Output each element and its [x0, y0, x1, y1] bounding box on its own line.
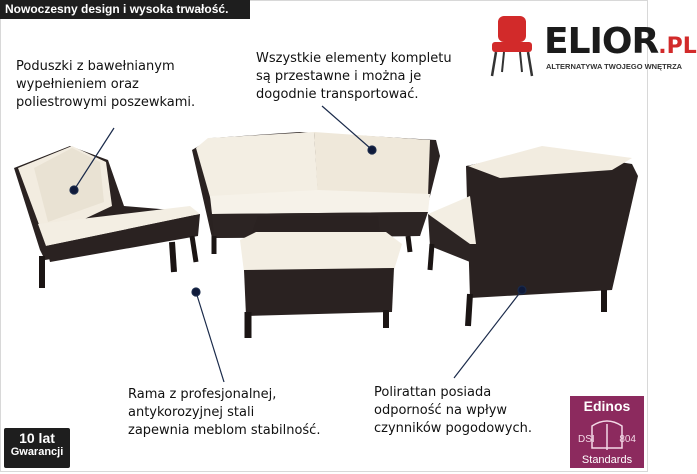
- callout-frame: Rama z profesjonalnej, antykorozyjnej stali zapewnia meblom stabilność.: [128, 387, 321, 438]
- callout-dot-icon: [70, 186, 78, 194]
- edinos-dsi: DSI: [578, 434, 595, 445]
- callout-rattan: Polirattan posiada odporność na wpływ czynników pogodowych.: [374, 385, 532, 436]
- left-sofa-module: [14, 146, 200, 288]
- guarantee-years: 10 lat: [19, 430, 55, 446]
- logo-brand: ELIOR.PL: [544, 21, 697, 62]
- edinos-badge: [570, 396, 644, 468]
- right-sofa-module: [428, 146, 638, 326]
- edinos-standards: Standards: [581, 454, 633, 466]
- callout-dot-icon: [368, 146, 376, 154]
- edinos-number: 804: [619, 434, 636, 445]
- callout-dot-icon: [518, 286, 526, 294]
- callout-dot-icon: [192, 288, 200, 296]
- guarantee-label: Gwarancji: [10, 446, 64, 458]
- edinos-name: Edinos: [583, 398, 631, 414]
- header-title: Nowoczesny design i wysoka trwałość.: [5, 2, 229, 16]
- logo-tagline: ALTERNATYWA TWOJEGO WNĘTRZA: [546, 62, 683, 71]
- callout-modular: Wszystkie elementy kompletu są przestawne i można je dogodnie transportować.: [256, 51, 452, 102]
- ottoman: [240, 232, 402, 338]
- callout-cushions: Poduszki z bawełnianym wypełnieniem oraz poliestrowymi poszewkami.: [16, 59, 196, 110]
- guarantee-badge: [4, 428, 70, 468]
